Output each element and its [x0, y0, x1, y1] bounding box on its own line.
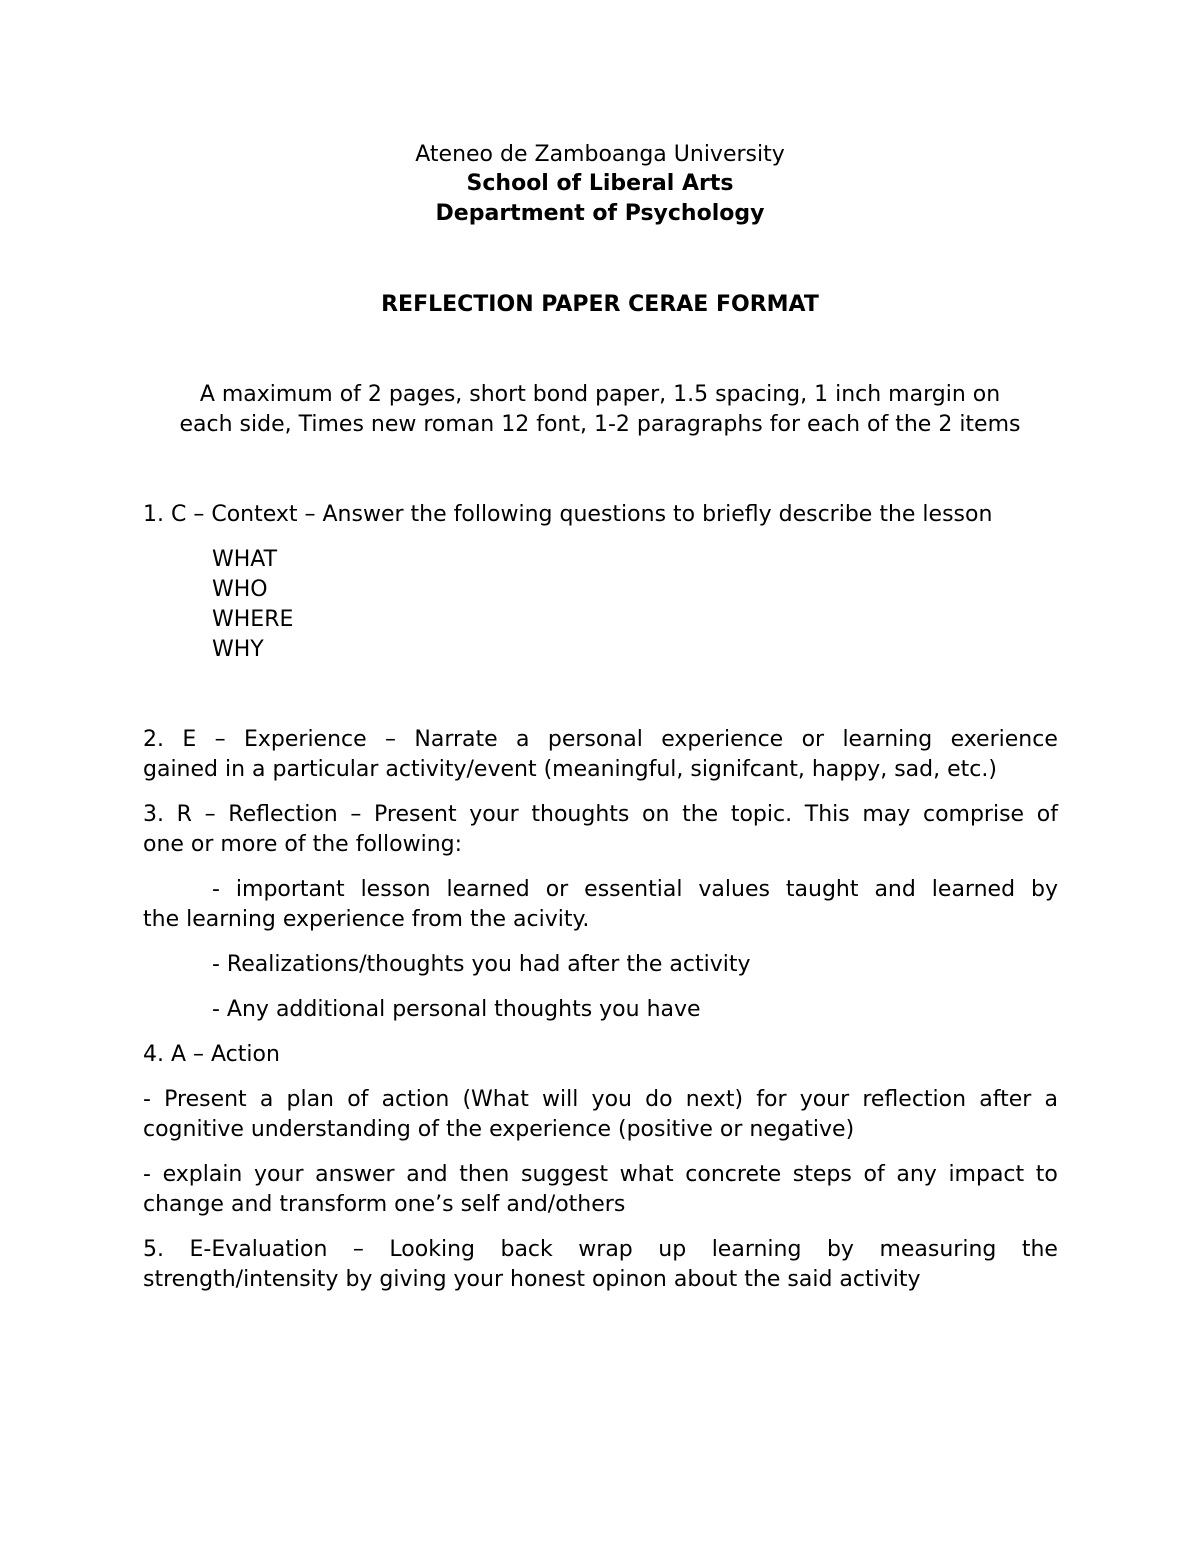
- word: Present: [374, 802, 457, 827]
- word: you: [591, 1087, 632, 1112]
- instructions-line-2: each side, Times new roman 12 font, 1-2 paragraphs for each of the 2 items: [179, 412, 1021, 437]
- word: taught: [785, 877, 859, 902]
- word: the: [1021, 1237, 1058, 1262]
- word: of: [863, 1162, 885, 1187]
- context-question: WHAT: [212, 547, 278, 572]
- word: E: [182, 727, 197, 752]
- word: E-Evaluation: [189, 1237, 328, 1262]
- word: learned: [931, 877, 1016, 902]
- evaluation-line-2: strength/intensity by giving your honest opinon about the said activity: [143, 1267, 921, 1292]
- action-heading: 4. A – Action: [143, 1042, 280, 1067]
- word: a: [259, 1087, 274, 1112]
- word: learned: [446, 877, 530, 902]
- word: -: [212, 877, 220, 902]
- word: up: [658, 1237, 687, 1262]
- reflection-bullet-1-line-2: the learning experience from the acivity.: [143, 907, 590, 932]
- word: Reflection: [228, 802, 338, 827]
- word: measuring: [879, 1237, 997, 1262]
- word: by: [1030, 877, 1058, 902]
- word: 5.: [143, 1237, 164, 1262]
- word: then: [459, 1162, 510, 1187]
- university-name: Ateneo de Zamboanga University: [415, 142, 785, 167]
- word: R: [176, 802, 192, 827]
- reflection-line-2: one or more of the following:: [143, 832, 463, 857]
- word: This: [804, 802, 850, 827]
- word: -: [143, 1162, 151, 1187]
- reflection-bullet-3: - Any additional personal thoughts you have: [212, 997, 701, 1022]
- word: the: [682, 802, 719, 827]
- word: values: [698, 877, 770, 902]
- word: your: [469, 802, 519, 827]
- word: or: [545, 877, 569, 902]
- reflection-bullet-1-line-1: [212, 875, 1058, 905]
- word: exerience: [950, 727, 1058, 752]
- word: by: [826, 1237, 854, 1262]
- word: –: [352, 1237, 364, 1262]
- word: important: [235, 877, 345, 902]
- word: on: [642, 802, 670, 827]
- word: reflection: [862, 1087, 967, 1112]
- word: learning: [842, 727, 933, 752]
- word: concrete: [685, 1162, 782, 1187]
- word: topic.: [730, 802, 793, 827]
- word: thoughts: [531, 802, 630, 827]
- word: personal: [547, 727, 643, 752]
- word: any: [896, 1162, 937, 1187]
- evaluation-line-1: [143, 1235, 1058, 1265]
- word: –: [204, 802, 216, 827]
- reflection-bullet-2: - Realizations/thoughts you had after the activity: [212, 952, 751, 977]
- word: –: [385, 727, 397, 752]
- word: Experience: [243, 727, 367, 752]
- word: learning: [711, 1237, 802, 1262]
- word: and: [874, 877, 916, 902]
- word: explain: [162, 1162, 243, 1187]
- word: your: [254, 1162, 304, 1187]
- word: essential: [584, 877, 683, 902]
- word: comprise: [922, 802, 1025, 827]
- action-item-1-line-1: [143, 1085, 1058, 1115]
- word: of: [1036, 802, 1058, 827]
- word: your: [799, 1087, 850, 1112]
- word: Narrate: [414, 727, 498, 752]
- context-question: WHERE: [212, 607, 294, 632]
- word: (What: [462, 1087, 529, 1112]
- word: a: [516, 727, 530, 752]
- word: impact: [948, 1162, 1025, 1187]
- word: will: [542, 1087, 579, 1112]
- action-item-2-line-2: change and transform one’s self and/others: [143, 1192, 626, 1217]
- school-name: School of Liberal Arts: [466, 171, 734, 196]
- word: action: [381, 1087, 450, 1112]
- context-question: WHO: [212, 577, 268, 602]
- experience-line-2: gained in a particular activity/event (meaningful, signifcant, happy, sad, etc.): [143, 757, 997, 782]
- word: Present: [164, 1087, 247, 1112]
- context-question: WHY: [212, 637, 264, 662]
- word: after: [979, 1087, 1032, 1112]
- context-heading: 1. C – Context – Answer the following questions to briefly describe the lesson: [143, 502, 993, 527]
- word: Looking: [389, 1237, 475, 1262]
- word: may: [862, 802, 911, 827]
- word: for: [756, 1087, 787, 1112]
- word: -: [143, 1087, 151, 1112]
- word: steps: [792, 1162, 852, 1187]
- word: experience: [661, 727, 784, 752]
- word: and: [406, 1162, 448, 1187]
- word: lesson: [360, 877, 431, 902]
- word: next): [685, 1087, 744, 1112]
- word: to: [1035, 1162, 1058, 1187]
- action-item-1-line-2: cognitive understanding of the experience (positive or negative): [143, 1117, 855, 1142]
- word: plan: [286, 1087, 335, 1112]
- word: a: [1044, 1087, 1058, 1112]
- word: suggest: [520, 1162, 608, 1187]
- word: –: [350, 802, 362, 827]
- document-title: REFLECTION PAPER CERAE FORMAT: [381, 292, 819, 317]
- word: back: [500, 1237, 553, 1262]
- reflection-line-1: [143, 800, 1058, 830]
- word: –: [214, 727, 226, 752]
- word: answer: [315, 1162, 395, 1187]
- word: or: [801, 727, 825, 752]
- department-name: Department of Psychology: [435, 201, 765, 226]
- word: wrap: [578, 1237, 633, 1262]
- word: 2.: [143, 727, 164, 752]
- word: what: [619, 1162, 674, 1187]
- action-item-2-line-1: [143, 1160, 1058, 1190]
- word: do: [645, 1087, 673, 1112]
- word: of: [347, 1087, 369, 1112]
- word: 3.: [143, 802, 164, 827]
- instructions-line-1: A maximum of 2 pages, short bond paper, 1.5 spacing, 1 inch margin on: [199, 382, 1001, 407]
- experience-line-1: [143, 725, 1058, 755]
